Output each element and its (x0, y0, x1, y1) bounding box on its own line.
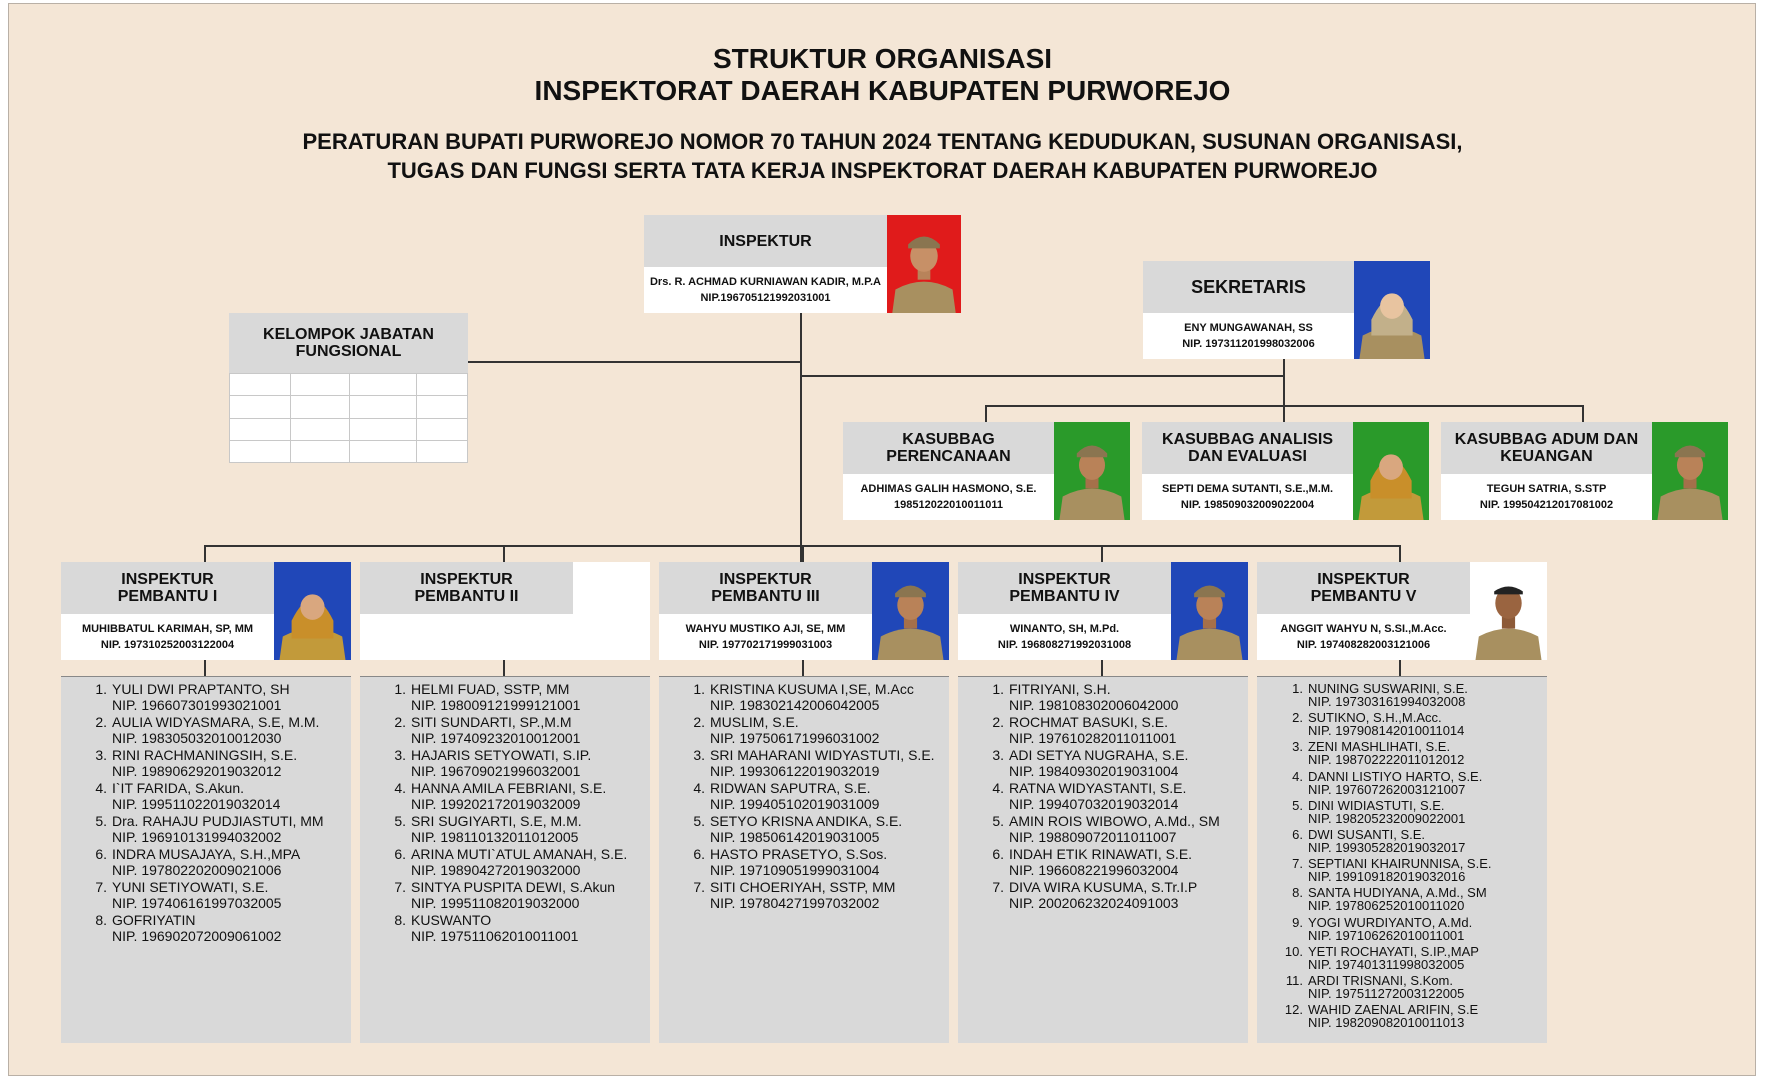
staff-number: 8. (394, 912, 406, 928)
connector-sekretaris-trunk (1283, 358, 1285, 406)
pembantu-box (1257, 562, 1547, 660)
staff-name: ROCHMAT BASUKI, S.E. (1009, 714, 1168, 730)
kasubbag-photo (1652, 422, 1728, 520)
staff-nip: NIP. 196608221996032004 (1009, 862, 1179, 878)
pembantu-name: WINANTO, SH, M.Pd. (1009, 623, 1120, 635)
staff-number: 4. (394, 780, 406, 796)
staff-nip: NIP. 196902072009061002 (112, 928, 282, 944)
pembantu-title-line-2: PEMBANTU IV (1009, 588, 1120, 605)
staff-nip: NIP. 198110132011012005 (411, 829, 579, 845)
pembantu-photo (274, 562, 351, 660)
pembantu-info (61, 614, 274, 660)
staff-number: 6. (1292, 827, 1303, 842)
staff-number: 4. (693, 780, 705, 796)
staff-name: Dra. RAHAJU PUDJIASTUTI, MM (112, 813, 324, 829)
staff-name: HANNA AMILA FEBRIANI, S.E. (411, 780, 607, 796)
pembantu-title (61, 562, 274, 614)
staff-nip: NIP. 200206232024091003 (1009, 895, 1179, 911)
pembantu-title-line-1: INSPEKTUR (1018, 571, 1111, 588)
pembantu-info (1257, 614, 1470, 660)
staff-nip: NIP. 197511062010011001 (411, 928, 579, 944)
staff-number: 2. (95, 714, 107, 730)
staff-nip: NIP. 197806252010011020 (1308, 898, 1465, 914)
staff-number: 9. (1292, 914, 1303, 930)
pembantu-title-line-2: PEMBANTU II (414, 588, 519, 605)
staff-name: YULI DWI PRAPTANTO, SH (112, 681, 290, 697)
fungsional-title-line-2: FUNGSIONAL (295, 343, 402, 360)
pembantu-photo (1470, 562, 1547, 660)
staff-name: SINTYA PUSPITA DEWI, S.Akun (411, 879, 616, 895)
staff-number: 6. (992, 846, 1004, 862)
kasubbag-photo (1353, 422, 1429, 520)
staff-nip: NIP. 196709021996032001 (411, 763, 581, 779)
staff-nip: NIP. 197406161997032005 (112, 895, 282, 911)
staff-nip: NIP. 197607262003121007 (1308, 781, 1466, 797)
staff-list (958, 676, 1248, 1043)
staff-number: 11. (1285, 973, 1303, 988)
staff-name: DANNI LISTIYO HARTO, S.E. (1308, 768, 1483, 784)
staff-name: AMIN ROIS WIBOWO, A.Md., SM (1009, 813, 1220, 829)
connector-pembantu-2 (503, 545, 505, 562)
staff-number: 7. (394, 879, 406, 895)
staff-number: 6. (394, 846, 406, 862)
staff-nip: NIP. 199407032019032014 (1009, 796, 1179, 812)
staff-number: 12. (1284, 1002, 1303, 1018)
pembantu-photo (573, 562, 650, 660)
staff-number: 3. (693, 747, 705, 763)
staff-number: 8. (1292, 885, 1303, 901)
connector-kasubbag-1 (985, 405, 987, 422)
kasubbag-name: TEGUH SATRIA, S.STP (1486, 483, 1607, 495)
kasubbag-title (1142, 422, 1353, 474)
sekretaris-box (1143, 261, 1430, 359)
pembantu-nip: NIP. 197408282003121006 (1296, 639, 1431, 651)
connector-pembantu-1 (204, 545, 206, 562)
pembantu-name: MUHIBBATUL KARIMAH, SP, MM (81, 623, 254, 635)
connector-pembantu-3 (802, 545, 804, 562)
pembantu-info (360, 614, 573, 660)
kasubbag-title (1441, 422, 1652, 474)
sekretaris-nip: NIP. 197311201998032006 (1182, 338, 1315, 350)
kasubbag-title-line-1: KASUBBAG ADUM DAN (1454, 431, 1639, 448)
staff-nip: NIP. 196607301993021001 (112, 697, 282, 713)
staff-number: 2. (693, 714, 705, 730)
staff-number: 7. (693, 879, 705, 895)
pembantu-title-line-2: PEMBANTU I (117, 588, 218, 605)
staff-number: 6. (693, 846, 705, 862)
pembantu-title-wrap (1009, 571, 1119, 605)
chart-subtitle-line-1: PERATURAN BUPATI PURWOREJO NOMOR 70 TAHUN 2024 TENTANG KEDUDUKAN, SUSUNAN ORGANISASI, (302, 129, 1463, 154)
kasubbag-title-line-1: KASUBBAG (902, 431, 995, 448)
connector-pembantu-5 (1399, 545, 1401, 562)
staff-number: 1. (992, 681, 1004, 697)
staff-nip: NIP. 198305032010012030 (112, 730, 282, 746)
inspektur-box (644, 215, 961, 313)
staff-number: 3. (394, 747, 406, 763)
staff-number: 1. (394, 681, 406, 697)
connector-list-3 (802, 660, 804, 676)
staff-name: DIVA WIRA KUSUMA, S.Tr.I.P (1009, 879, 1198, 895)
fungsional-title (229, 313, 468, 373)
staff-name: DWI SUSANTI, S.E. (1308, 827, 1426, 842)
staff-name: GOFRIYATIN (112, 912, 196, 928)
staff-name: ARINA MUTI`ATUL AMANAH, S.E. (411, 846, 628, 862)
kasubbag-title-line-2: KEUANGAN (1500, 448, 1593, 465)
staff-nip: NIP. 197804271997032002 (710, 895, 880, 911)
pembantu-title (659, 562, 872, 614)
staff-name: FITRIYANI, S.H. (1009, 681, 1111, 697)
staff-name: INDRA MUSAJAYA, S.H.,MPA (112, 846, 301, 862)
staff-name: SUTIKNO, S.H.,M.Acc. (1308, 710, 1442, 726)
staff-name: RIDWAN SAPUTRA, S.E. (710, 780, 871, 796)
connector-kasubbag-2 (1283, 405, 1285, 422)
staff-nip: NIP. 198205232009022001 (1308, 810, 1466, 826)
staff-nip: NIP. 198506142019031005 (710, 829, 880, 845)
staff-name: MUSLIM, S.E. (710, 714, 799, 730)
chart-title-line-2: INSPEKTORAT DAERAH KABUPATEN PURWOREJO (534, 75, 1231, 106)
chart-subtitle-line-2: TUGAS DAN FUNGSI SERTA TATA KERJA INSPEKTORAT DAERAH KABUPATEN PURWOREJO (387, 158, 1378, 183)
kasubbag-title-wrap (1162, 431, 1333, 465)
staff-nip: NIP. 198809072011011007 (1009, 829, 1177, 845)
staff-nip: NIP. 197109051999031004 (710, 862, 880, 878)
sekretaris-photo (1354, 261, 1430, 359)
staff-number: 5. (1292, 797, 1303, 813)
staff-nip: NIP. 197401311998032005 (1308, 956, 1465, 972)
pembantu-name: ANGGIT WAHYU N, S.SI.,M.Acc. (1280, 623, 1447, 635)
pembantu-nip: NIP. 197702171999031003 (698, 639, 833, 651)
staff-number: 7. (1292, 856, 1303, 872)
pembantu-title-wrap (118, 571, 218, 605)
staff-name: KRISTINA KUSUMA I,SE, M.Acc (710, 681, 914, 697)
staff-nip: NIP. 199511022019032014 (112, 796, 281, 812)
staff-nip: NIP. 199511082019032000 (411, 895, 580, 911)
pembantu-box (360, 562, 650, 660)
kasubbag-title-line-2: DAN EVALUASI (1188, 448, 1307, 465)
pembantu-info (958, 614, 1171, 660)
staff-nip: NIP. 198906292019032012 (112, 763, 282, 779)
pembantu-title-line-2: PEMBANTU V (1310, 588, 1417, 605)
pembantu-title-line-1: INSPEKTUR (420, 571, 513, 588)
staff-list (659, 676, 949, 1043)
connector-list-5 (1399, 660, 1401, 676)
fungsional-box (229, 313, 468, 463)
pembantu-name: WAHYU MUSTIKO AJI, SE, MM (685, 623, 846, 635)
connector-sekretariat-horizontal (800, 375, 1284, 377)
staff-nip: NIP. 197409232010012001 (411, 730, 581, 746)
inspektur-info (644, 267, 887, 313)
sekretaris-name: ENY MUNGAWANAH, SS (1184, 322, 1313, 334)
staff-number: 3. (1292, 739, 1303, 755)
kasubbag-title-wrap (886, 431, 1010, 465)
staff-number: 3. (95, 747, 107, 763)
staff-nip: NIP. 197610282011011001 (1009, 730, 1177, 746)
connector-fungsional (468, 361, 801, 363)
staff-name: I`IT FARIDA, S.Akun. (112, 780, 245, 796)
staff-name: ADI SETYA NUGRAHA, S.E. (1009, 747, 1189, 763)
staff-name: KUSWANTO (411, 912, 492, 928)
pembantu-photo (1171, 562, 1248, 660)
staff-name: SRI MAHARANI WIDYASTUTI, S.E. (710, 747, 935, 763)
staff-list (61, 676, 351, 1043)
kasubbag-nip: NIP. 198509032009022004 (1180, 499, 1315, 511)
connector-pembantu-4 (1101, 545, 1103, 562)
staff-nip: NIP. 197506171996031002 (710, 730, 880, 746)
staff-nip: NIP. 197106262010011001 (1308, 927, 1465, 943)
staff-number: 1. (693, 681, 705, 697)
inspektur-name: Drs. R. ACHMAD KURNIAWAN KADIR, M.P.A (649, 276, 881, 288)
staff-name: HASTO PRASETYO, S.Sos. (710, 846, 888, 862)
pembantu-title-wrap (1311, 571, 1417, 605)
staff-name: YOGI WURDIYANTO, A.Md. (1308, 914, 1473, 930)
pembantu-title (1257, 562, 1470, 614)
staff-nip: NIP. 199109182019032016 (1308, 869, 1466, 885)
staff-nip: NIP. 198904272019032000 (411, 862, 581, 878)
staff-name: AULIA WIDYASMARA, S.E, M.M. (112, 714, 320, 730)
staff-nip: NIP. 199306122019032019 (710, 763, 880, 779)
staff-nip: NIP. 198108302006042000 (1009, 697, 1179, 713)
kasubbag-nip: NIP. 199504212017081002 (1479, 499, 1614, 511)
sekretaris-title: SEKRETARIS (1143, 261, 1354, 313)
staff-number: 7. (992, 879, 1004, 895)
staff-number: 1. (95, 681, 107, 697)
staff-name: RINI RACHMANINGSIH, S.E. (112, 747, 298, 763)
staff-name: SETYO KRISNA ANDIKA, S.E. (710, 813, 903, 829)
staff-nip: NIP. 199202172019032009 (411, 796, 581, 812)
staff-number: 2. (992, 714, 1004, 730)
staff-number: 4. (992, 780, 1004, 796)
chart-title-line-1: STRUKTUR ORGANISASI (712, 43, 1053, 74)
pembantu-title-line-1: INSPEKTUR (1317, 571, 1410, 588)
staff-list (1257, 676, 1547, 1043)
kasubbag-nip: 198512022010011011 (894, 499, 1003, 511)
connector-list-1 (204, 660, 206, 676)
fungsional-title-line-1: KELOMPOK JABATAN (263, 326, 434, 343)
staff-nip: NIP. 196910131994032002 (112, 829, 282, 845)
staff-number: 10. (1284, 943, 1303, 959)
inspektur-photo (887, 215, 961, 313)
staff-number: 8. (95, 912, 107, 928)
pembantu-box (659, 562, 949, 660)
staff-nip: NIP. 198209082010011013 (1308, 1015, 1465, 1031)
staff-name: SITI CHOERIYAH, SSTP, MM (710, 879, 896, 895)
connector-list-4 (1101, 660, 1103, 676)
pembantu-nip: NIP. 196808271992031008 (997, 639, 1132, 651)
staff-nip: NIP. 198409302019031004 (1009, 763, 1179, 779)
staff-name: HAJARIS SETYOWATI, S.IP. (411, 747, 592, 763)
staff-name: INDAH ETIK RINAWATI, S.E. (1009, 846, 1193, 862)
staff-nip: NIP. 198702222011012012 (1308, 752, 1465, 768)
staff-nip: NIP. 199405102019031009 (710, 796, 880, 812)
pembantu-box (958, 562, 1248, 660)
kasubbag-name: SEPTI DEMA SUTANTI, S.E.,M.M. (1161, 483, 1334, 495)
pembantu-nip: NIP. 197310252003122004 (100, 639, 235, 651)
staff-nip: NIP. 199305282019032017 (1308, 840, 1466, 855)
kasubbag-title-line-2: PERENCANAAN (886, 448, 1011, 465)
staff-number: 2. (394, 714, 406, 730)
staff-name: YETI ROCHAYATI, S.IP.,MAP (1308, 943, 1479, 959)
pembantu-title-line-2: PEMBANTU III (711, 588, 820, 605)
staff-nip: NIP. 197303161994032008 (1308, 694, 1466, 709)
kasubbag-title (843, 422, 1054, 474)
staff-number: 5. (992, 813, 1004, 829)
staff-name: SRI SUGIYARTI, S.E, M.M. (411, 813, 582, 829)
pembantu-title (360, 562, 573, 614)
connector-inspektur-trunk (800, 313, 802, 565)
fungsional-table (229, 373, 468, 463)
pembantu-title-line-1: INSPEKTUR (121, 571, 214, 588)
staff-number: 5. (394, 813, 406, 829)
pembantu-title-line-1: INSPEKTUR (719, 571, 812, 588)
staff-list (360, 676, 650, 1043)
kasubbag-box (1441, 422, 1728, 520)
inspektur-title: INSPEKTUR (644, 215, 887, 267)
staff-nip: NIP. 197908142010011014 (1308, 723, 1465, 739)
staff-name: WAHID ZAENAL ARIFIN, S.E (1308, 1002, 1479, 1018)
pembantu-box (61, 562, 351, 660)
staff-number: 6. (95, 846, 107, 862)
staff-name: NUNING SUSWARINI, S.E. (1308, 681, 1468, 696)
pembantu-title-wrap (415, 571, 519, 605)
staff-number: 5. (693, 813, 705, 829)
kasubbag-title-wrap (1455, 431, 1638, 465)
staff-number: 7. (95, 879, 107, 895)
pembantu-title (958, 562, 1171, 614)
staff-number: 1. (1292, 681, 1303, 696)
kasubbag-box (1142, 422, 1429, 520)
kasubbag-photo (1054, 422, 1130, 520)
staff-name: ZENI MASHLIHATI, S.E. (1308, 739, 1451, 755)
kasubbag-info (1441, 474, 1652, 520)
connector-kasubbag-3 (1582, 405, 1584, 422)
staff-nip: NIP. 198009121999121001 (411, 697, 581, 713)
inspektur-nip: NIP.196705121992031001 (700, 292, 831, 304)
staff-number: 4. (95, 780, 107, 796)
pembantu-photo (872, 562, 949, 660)
staff-name: ARDI TRISNANI, S.Kom. (1308, 973, 1453, 988)
staff-name: HELMI FUAD, SSTP, MM (411, 681, 570, 697)
staff-number: 4. (1292, 768, 1303, 784)
pembantu-title-wrap (711, 571, 819, 605)
pembantu-info (659, 614, 872, 660)
kasubbag-info (843, 474, 1054, 520)
staff-nip: NIP. 198302142006042005 (710, 697, 880, 713)
staff-name: SANTA HUDIYANA, A.Md., SM (1308, 885, 1487, 901)
staff-number: 2. (1292, 710, 1303, 726)
staff-name: RATNA WIDYASTANTI, S.E. (1009, 780, 1187, 796)
staff-name: DINI WIDIASTUTI, S.E. (1308, 797, 1445, 813)
staff-name: SITI SUNDARTI, SP.,M.M (411, 714, 572, 730)
kasubbag-title-line-1: KASUBBAG ANALISIS (1162, 431, 1333, 448)
sekretaris-info (1143, 313, 1354, 359)
kasubbag-name: ADHIMAS GALIH HASMONO, S.E. (860, 483, 1037, 495)
staff-name: SEPTIANI KHAIRUNNISA, S.E. (1308, 856, 1492, 872)
staff-nip: NIP. 197511272003122005 (1308, 986, 1465, 1001)
kasubbag-box (843, 422, 1130, 520)
staff-nip: NIP. 197802202009021006 (112, 862, 282, 878)
connector-list-2 (503, 660, 505, 676)
staff-number: 5. (95, 813, 107, 829)
staff-name: YUNI SETIYOWATI, S.E. (112, 879, 269, 895)
kasubbag-info (1142, 474, 1353, 520)
staff-number: 3. (992, 747, 1004, 763)
